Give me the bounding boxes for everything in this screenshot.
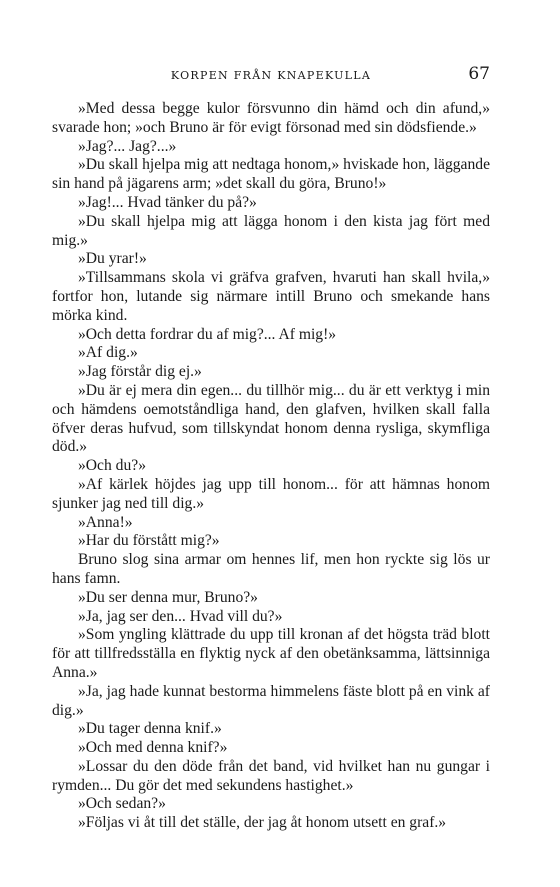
paragraph: »Du yrar!» <box>78 250 147 268</box>
paragraph: »Lossar du den döde från det band, vid hvilket han nu gungar i rymden... Du gör det med sekundens hastighet.» <box>52 757 490 794</box>
paragraph: »Och du?» <box>78 457 146 475</box>
paragraph: »Följas vi åt till det ställe, der jag åt honom utsett en graf.» <box>78 814 447 832</box>
paragraph: »Du skall hjelpa mig att nedtaga honom,» hviskade hon, läggande sin hand på jägarens arm; »det skall du göra, Bruno!» <box>52 156 490 193</box>
paragraph: »Du tager denna knif.» <box>78 720 222 738</box>
paragraph: »Du ser denna mur, Bruno?» <box>78 588 258 606</box>
paragraph: Bruno slog sina armar om hennes lif, men hon ryckte sig lös ur hans famn. <box>52 551 490 587</box>
paragraph: »Jag!... Hvad tänker du på?» <box>78 193 257 211</box>
paragraph: »Jag förstår dig ej.» <box>78 363 202 381</box>
paragraph: »Har du förstått mig?» <box>78 532 220 550</box>
paragraph: »Du skall hjelpa mig att lägga honom i den kista jag fört med mig.» <box>52 212 490 249</box>
paragraph: »Och sedan?» <box>78 795 166 813</box>
paragraph: »Ja, jag hade kunnat bestorma himmelens fäste blott på en vink af dig.» <box>52 682 490 719</box>
paragraph: »Ja, jag ser den... Hvad vill du?» <box>78 607 283 625</box>
page-number: 67 <box>468 64 490 84</box>
body-text <box>52 100 490 833</box>
paragraph: »Och detta fordrar du af mig?... Af mig!» <box>78 325 337 343</box>
paragraph: »Anna!» <box>78 513 133 531</box>
paragraph: »Och med denna knif?» <box>78 739 228 757</box>
paragraph: »Jag?... Jag?...» <box>78 137 177 155</box>
page-header <box>52 64 490 86</box>
paragraph: »Med dessa begge kulor försvunno din hämd och din afund,» svarade hon; »och Bruno är för evigt försonad med sin dödsfiende.» <box>52 100 490 136</box>
paragraph: »Som yngling klättrade du upp till kronan af det högsta träd blott för att tillfredsställa en flyktig nyck af den obetänksamma, lättsinniga Anna.» <box>52 626 490 681</box>
paragraph: »Du är ej mera din egen... du tillhör mig... du är ett verktyg i min och hämdens oemotståndliga hand, den glafven, hvilken skall falla öfver deras hufvud, som tillskyndat honom denna rysliga, skymfliga död.» <box>52 381 490 456</box>
paragraph: »Af dig.» <box>78 344 138 362</box>
paragraph: »Tillsammans skola vi gräfva grafven, hvaruti han skall hvila,» fortfor hon, lutande sig närmare intill Bruno och smekande hans mörka kind. <box>52 269 490 324</box>
paragraph: »Af kärlek höjdes jag upp till honom... för att hämnas honom sjunker jag ned till dig.» <box>52 475 490 512</box>
running-title: KORPEN FRÅN KNAPEKULLA <box>170 69 372 82</box>
